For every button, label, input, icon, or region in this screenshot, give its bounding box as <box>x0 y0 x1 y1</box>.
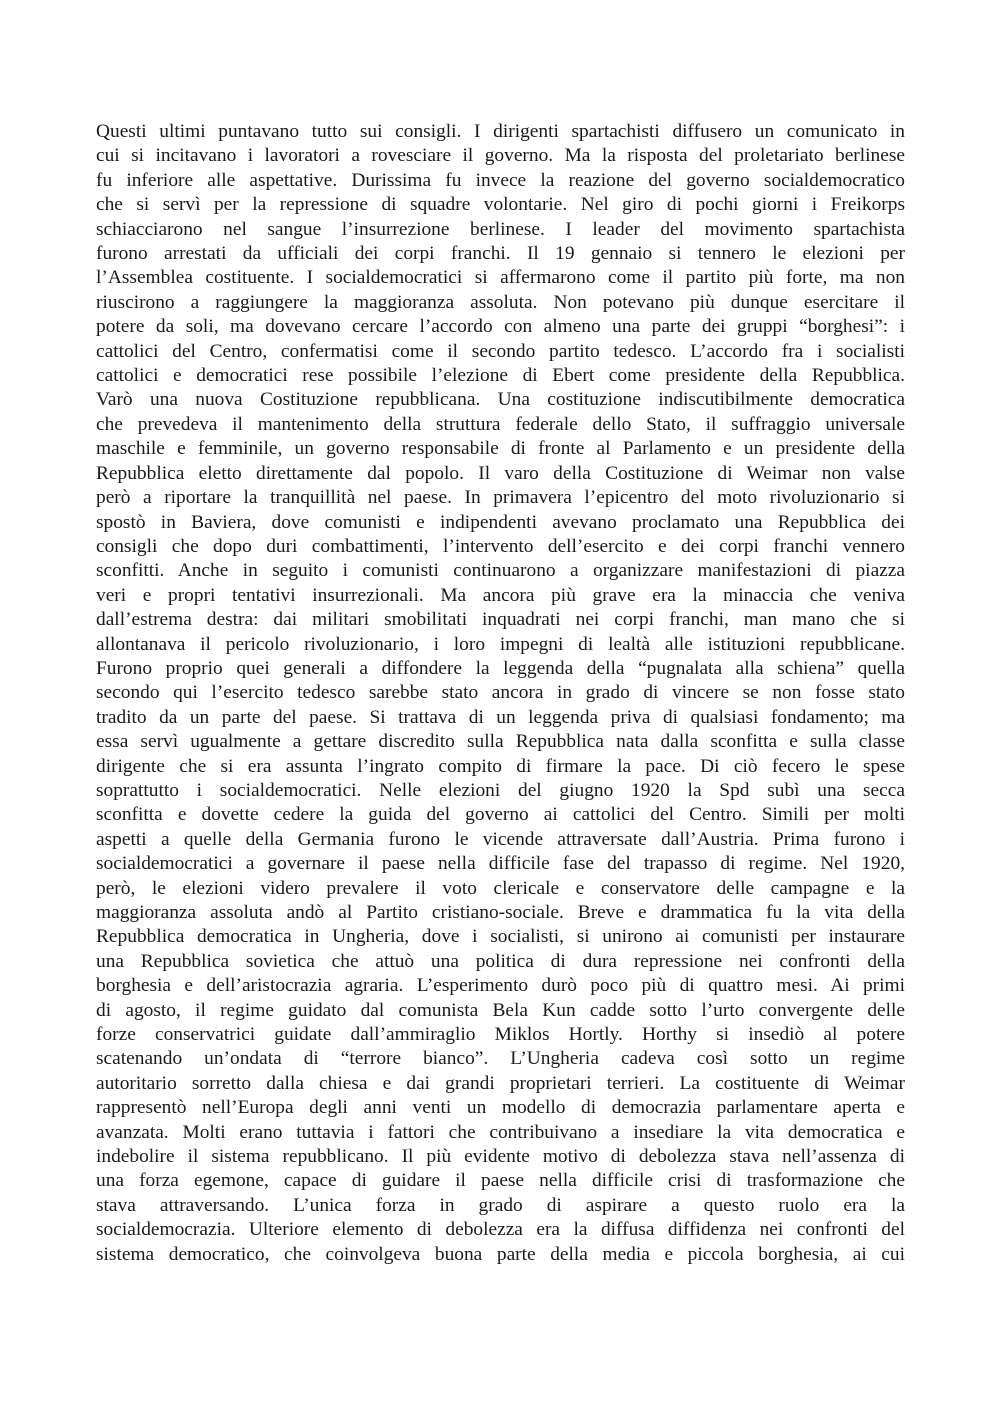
text-line: essa servì ugualmente a gettare discredito sulla Repubblica nata dalla sconfitta e sulla classe <box>96 731 905 753</box>
text-line: Repubblica democratica in Ungheria, dove i socialisti, si unirono ai comunisti per instaurare <box>96 926 905 948</box>
text-line: veri e propri tentativi insurrezionali. Ma ancora più grave era la minaccia che veniva <box>96 584 905 606</box>
text-line: che prevedeva il mantenimento della struttura federale dello Stato, il suffraggio universale <box>96 413 905 435</box>
text-line: rappresentò nell’Europa degli anni venti un modello di democrazia parlamentare aperta e <box>96 1097 905 1119</box>
text-line: forze conservatrici guidate dall’ammiraglio Miklos Hortly. Horthy si insediò al potere <box>96 1024 905 1046</box>
text-line: borghesia e dell’aristocrazia agraria. L’esperimento durò poco più di quattro mesi. Ai primi <box>96 975 905 997</box>
body-text <box>96 120 905 1267</box>
text-line: socialdemocrazia. Ulteriore elemento di debolezza era la diffusa diffidenza nei confronti del <box>96 1219 905 1241</box>
text-line: cui si incitavano i lavoratori a rovesciare il governo. Ma la risposta del proletariato berlinese <box>96 145 905 167</box>
text-line: aspetti a quelle della Germania furono le vicende attraversate dall’Austria. Prima furono i <box>96 828 905 850</box>
text-line: l’Assemblea costituente. I socialdemocratici si affermarono come il partito più forte, ma non <box>96 267 905 289</box>
text-line: scatenando un’ondata di “terrore bianco”. L’Ungheria cadeva così sotto un regime <box>96 1048 905 1070</box>
text-line: sconfitta e dovette cedere la guida del governo ai cattolici del Centro. Simili per molti <box>96 804 905 826</box>
text-line: consigli che dopo duri combattimenti, l’intervento dell’esercito e dei corpi franchi vennero <box>96 535 905 557</box>
text-line: avanzata. Molti erano tuttavia i fattori che contribuivano a insediare la vita democratica e <box>96 1121 905 1143</box>
text-line: Varò una nuova Costituzione repubblicana. Una costituzione indiscutibilmente democratica <box>96 389 905 411</box>
text-line: che si servì per la repressione di squadre volontarie. Nel giro di pochi giorni i Freikorps <box>96 194 905 216</box>
text-line: stava attraversando. L’unica forza in grado di aspirare a questo ruolo era la <box>96 1194 905 1216</box>
text-line: sistema democratico, che coinvolgeva buona parte della media e piccola borghesia, ai cui <box>96 1243 905 1265</box>
text-line: di agosto, il regime guidato dal comunista Bela Kun cadde sotto l’urto convergente delle <box>96 999 905 1021</box>
text-line: allontanava il pericolo rivoluzionario, i loro impegni di lealtà alle istituzioni repubblicane. <box>96 633 905 655</box>
text-line: una forza egemone, capace di guidare il paese nella difficile crisi di trasformazione che <box>96 1170 905 1192</box>
text-line: furono arrestati da ufficiali dei corpi franchi. Il 19 gennaio si tennero le elezioni per <box>96 243 905 265</box>
text-line: Repubblica eletto direttamente dal popolo. Il varo della Costituzione di Weimar non valse <box>96 462 905 484</box>
text-line: sconfitti. Anche in seguito i comunisti continuarono a organizzare manifestazioni di piazza <box>96 560 905 582</box>
text-line: secondo qui l’esercito tedesco sarebbe stato ancora in grado di vincere se non fosse stato <box>96 682 905 704</box>
text-line: maschile e femminile, un governo responsabile di fronte al Parlamento e un presidente della <box>96 438 905 460</box>
text-line: Questi ultimi puntavano tutto sui consigli. I dirigenti spartachisti diffusero un comunicato in <box>96 121 905 142</box>
text-line: maggioranza assoluta andò al Partito cristiano-sociale. Breve e drammatica fu la vita della <box>96 902 905 923</box>
text-line: potere da soli, ma dovevano cercare l’accordo con almeno una parte dei gruppi “borghesi”: i <box>96 316 905 338</box>
text-line: dall’estrema destra: dai militari smobilitati inquadrati nei corpi franchi, man mano che si <box>96 609 905 631</box>
text-line: però a riportare la tranquillità nel paese. In primavera l’epicentro del moto rivoluzionario si <box>96 487 905 509</box>
text-line: cattolici del Centro, confermatisi come il secondo partito tedesco. L’accordo fra i socialisti <box>96 340 905 362</box>
text-line: però, le elezioni videro prevalere il voto clericale e conservatore delle campagne e la <box>96 877 905 899</box>
text-line: Furono proprio quei generali a diffondere la leggenda della “pugnalata alla schiena” quella <box>96 657 905 679</box>
text-line: fu inferiore alle aspettative. Durissima fu invece la reazione del governo socialdemocratico <box>96 169 905 191</box>
text-line: soprattutto i socialdemocratici. Nelle elezioni del giugno 1920 la Spd subì una secca <box>96 779 905 801</box>
text-line: una Repubblica sovietica che attuò una politica di dura repressione nei confronti della <box>96 950 905 972</box>
text-line: socialdemocratici a governare il paese nella difficile fase del trapasso di regime. Nel 1920, <box>96 853 905 875</box>
text-line: cattolici e democratici rese possibile l’elezione di Ebert come presidente della Repubblica. <box>96 365 905 387</box>
text-line: indebolire il sistema repubblicano. Il più evidente motivo di debolezza stava nell’assenza di <box>96 1146 905 1168</box>
text-line: riuscirono a raggiungere la maggioranza assoluta. Non potevano più dunque esercitare il <box>96 291 905 313</box>
text-line: tradito da un parte del paese. Si trattava di un leggenda priva di qualsiasi fondamento; ma <box>96 706 905 728</box>
text-line: spostò in Baviera, dove comunisti e indipendenti avevano proclamato una Repubblica dei <box>96 511 905 533</box>
text-line: dirigente che si era assunta l’ingrato compito di firmare la pace. Di ciò fecero le spese <box>96 755 905 777</box>
text-line: schiacciarono nel sangue l’insurrezione berlinese. I leader del movimento spartachista <box>96 218 905 240</box>
text-line: autoritario sorretto dalla chiesa e dai grandi proprietari terrieri. La costituente di Weimar <box>96 1072 905 1094</box>
